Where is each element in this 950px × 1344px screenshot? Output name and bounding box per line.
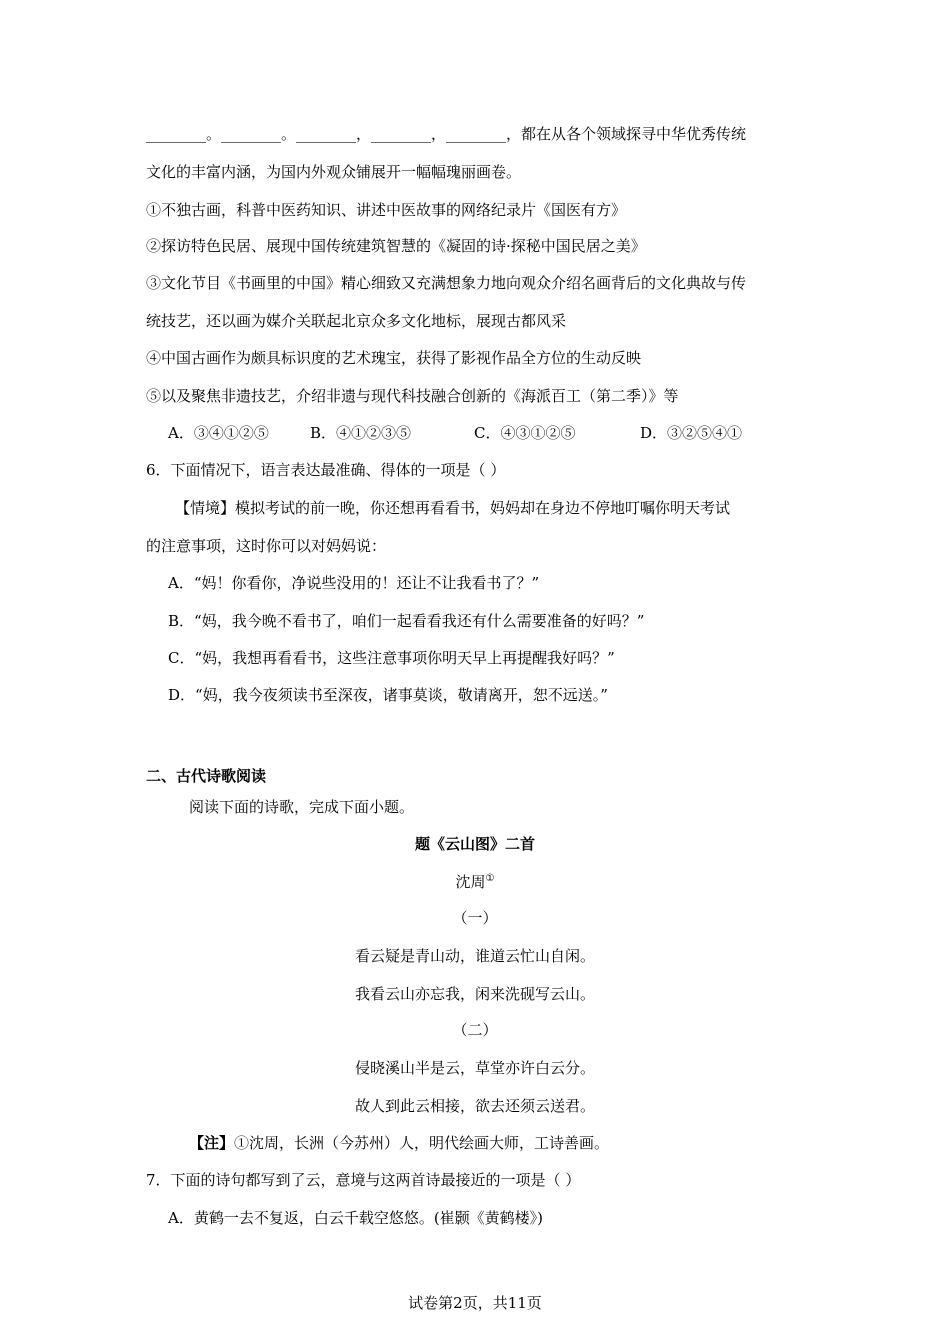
q7-stem: 7．下面的诗句都写到了云，意境与这两首诗最接近的一项是（ ） [146,1171,581,1189]
q6-option-c[interactable]: C．“妈，我想再看看书，这些注意事项你明天早上再提醒我好吗？” [168,649,615,667]
q6-option-a[interactable]: A．“妈！你看你，净说些没用的！还让不让我看书了？” [168,574,540,592]
q5-option-d[interactable]: D．③②⑤④① [640,424,743,442]
poem-note [189,1133,609,1153]
note-text: ①沈周，长洲（今苏州）人，明代绘画大师，工诗善画。 [234,1134,610,1152]
note-label: 【注】 [189,1134,235,1152]
sentence-2: ②探访特色民居、展现中国传统建筑智慧的《凝固的诗·探秘中国民居之美》 [146,237,646,255]
q6-option-b[interactable]: B．“妈，我今晚不看书了，咱们一起看看我还有什么需要准备的好吗？” [168,612,645,630]
sentence-3-line-2: 统技艺，还以画为媒介关联起北京众多文化地标，展现古都风采 [146,312,567,330]
q6-context-line-2: 的注意事项，这时你可以对妈妈说： [146,537,387,555]
poem-author [0,872,950,892]
q6-stem: 6．下面情况下，语言表达最准确、得体的一项是（ ） [146,461,506,479]
section-heading: 二、古代诗歌阅读 [146,767,267,785]
q5-option-c[interactable]: C．④③①②⑤ [474,424,576,442]
q6-option-d[interactable]: D．“妈，我今夜须读书至深夜，诸事莫谈，敬请离开，恕不远送。” [168,686,608,704]
poem-1-line-1: 看云疑是青山动，谁道云忙山自闲。 [354,947,595,965]
author-note-mark: ① [485,873,495,884]
q5-option-a[interactable]: A．③④①②⑤ [168,424,269,442]
passage-line-2: 文化的丰富内涵，为国内外观众铺展开一幅幅瑰丽画卷。 [146,163,522,181]
q6-context-line-1: 【情境】模拟考试的前一晚，你还想再看看书，妈妈却在身边不停地叮嘱你明天考试 [175,499,731,517]
section-instruction: 阅读下面的诗歌，完成下面小题。 [189,798,415,816]
poem-title: 题《云山图》二首 [414,835,535,853]
sentence-5: ⑤以及聚焦非遗技艺，介绍非遗与现代科技融合创新的《海派百工（第二季）》等 [146,387,679,405]
author-name: 沈周 [455,873,486,891]
poem-2-line-1: 侵晓溪山半是云，草堂亦许白云分。 [354,1059,595,1077]
q7-option-a[interactable]: A．黄鹤一去不复返，白云千载空悠悠。(崔颢《黄鹤楼》) [168,1209,544,1227]
poem-1-line-2: 我看云山亦忘我，闲来洗砚写云山。 [354,985,595,1003]
poem-2-line-2: 故人到此云相接，欲去还须云送君。 [354,1097,595,1115]
sentence-4: ④中国古画作为颇具标识度的艺术瑰宝，获得了影视作品全方位的生动反映 [146,349,642,367]
poem-part-1-label: （一） [452,909,498,927]
sentence-3-line-1: ③文化节目《书画里的中国》精心细致又充满想象力地向观众介绍名画背后的文化典故与传 [146,274,747,292]
poem-part-2-label: （二） [452,1021,498,1039]
page-footer: 试卷第2页，共11页 [408,1294,542,1312]
passage-line-1: ________。________。________，________，________，都在从各个领域探寻中华优秀传统 [146,125,747,143]
q5-option-b[interactable]: B．④①②③⑤ [310,424,412,442]
sentence-1: ①不独古画，科普中医药知识、讲述中医故事的网络纪录片《国医有方》 [146,201,627,219]
